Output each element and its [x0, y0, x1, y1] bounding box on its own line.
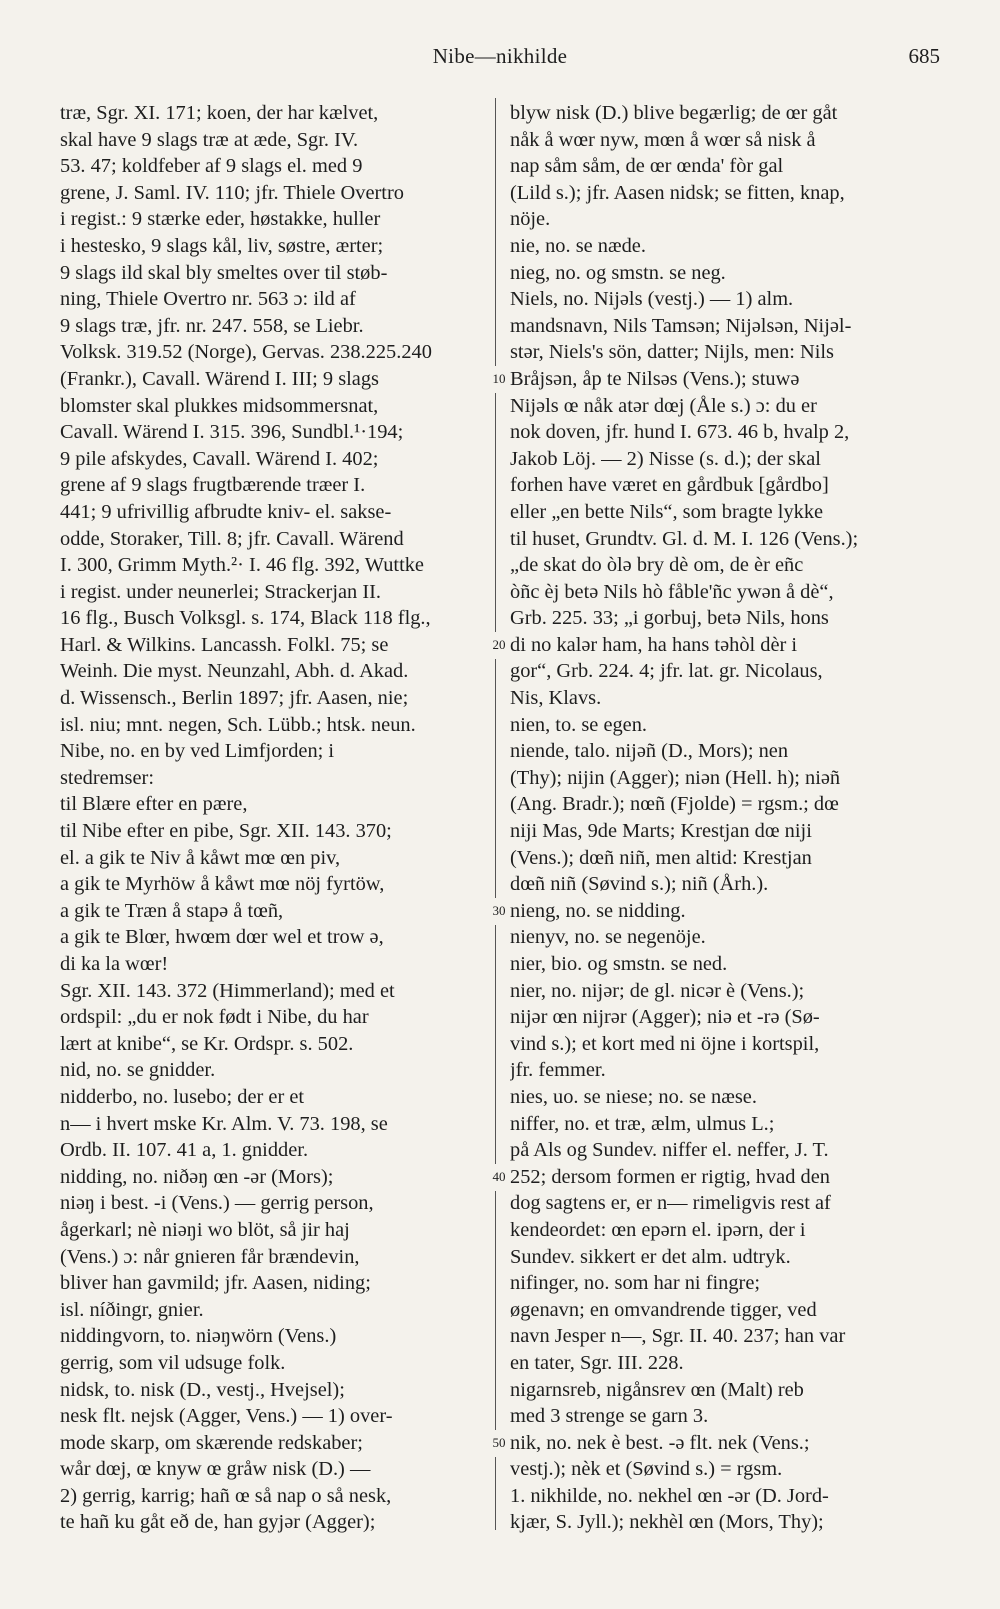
text-line: nidding, no. niðəŋ œn -ər (Mors); [60, 1165, 334, 1188]
text-line: gerrig, som vil udsuge folk. [60, 1351, 286, 1374]
text-line: 252; dersom formen er rigtig, hvad den [510, 1165, 830, 1188]
text-line: eller „en bette Nils“, som bragte lykke [510, 500, 824, 523]
text-line: Bråjsən, åp te Nilsəs (Vens.); stuwə [510, 367, 800, 390]
text-line: nijər œn nijrər (Agger); niə et -rə (Sø- [510, 1006, 820, 1029]
text-line: 441; 9 ufrivillig afbrudte kniv- el. sakse- [60, 500, 392, 523]
text-line: nid, no. se gnidder. [60, 1059, 216, 1082]
text-line: Jakob Löj. — 2) Nisse (s. d.); der skal [510, 447, 821, 470]
text-line: stər, Niels's sön, datter; Nijls, men: Nils [510, 341, 834, 364]
text-line: nie, no. se næde. [510, 234, 646, 257]
text-line: forhen have været en gårdbuk [gårdbo] [510, 474, 829, 497]
text-line: mode skarp, om skærende redskaber; [60, 1431, 363, 1454]
line-number-50: 50 [488, 1430, 510, 1457]
text-line: Nis, Klavs. [510, 687, 602, 710]
text-line: på Als og Sundev. niffer el. neffer, J. T. [510, 1139, 829, 1162]
text-line: Nibe, no. en by ved Limfjorden; i [60, 740, 335, 763]
text-line: Ordb. II. 107. 41 a, 1. gnidder. [60, 1139, 309, 1162]
text-line: grene, J. Saml. IV. 110; jfr. Thiele Overtro [60, 181, 404, 204]
text-line: lært at knibe“, se Kr. Ordspr. s. 502. [60, 1032, 354, 1055]
line-number-30: 30 [488, 898, 510, 925]
text-line: nier, bio. og smstn. se ned. [510, 953, 728, 975]
text-line: òñc èj betə Nils hò fåble'ñc ywən å dè“, [510, 580, 834, 603]
text-line: øgenavn; en omvandrende tigger, ved [510, 1298, 817, 1321]
text-line: dœñ niñ (Søvind s.); niñ (Årh.). [510, 873, 769, 896]
text-line: niji Mas, 9de Marts; Krestjan dœ niji [510, 820, 812, 843]
text-line: nok doven, jfr. hund I. 673. 46 b, hvalp 2, [510, 421, 850, 444]
text-line: d. Wissensch., Berlin 1897; jfr. Aasen, nie; [60, 687, 409, 710]
text-line: Sgr. XII. 143. 372 (Himmerland); med et [60, 979, 395, 1002]
text-line: gor“, Grb. 224. 4; jfr. lat. gr. Nicolaus, [510, 660, 823, 683]
text-line: I. 300, Grimm Myth.²· I. 46 flg. 392, Wuttke [60, 554, 424, 577]
text-line: nieng, no. se nidding. [510, 899, 686, 922]
column-divider [495, 98, 496, 1530]
text-line: niende, talo. nijəñ (D., Mors); nen [510, 740, 789, 763]
page-number: 685 [908, 44, 940, 68]
text-line: te hañ ku gåt eð de, han gyjər (Agger); [60, 1511, 376, 1534]
text-line: navn Jesper n—, Sgr. II. 40. 237; han var [510, 1325, 846, 1348]
text-line: isl. niu; mnt. negen, Sch. Lübb.; htsk. neun. [60, 713, 416, 736]
text-line: Sundev. sikkert er det alm. udtryk. [510, 1245, 791, 1268]
text-line: ågerkarl; nè niəŋi wo blöt, så jir haj [60, 1218, 350, 1241]
text-line: i regist.: 9 stærke eder, høstakke, huller [60, 208, 381, 231]
text-line: nien, to. se egen. [510, 713, 648, 736]
text-line: 9 slags træ, jfr. nr. 247. 558, se Liebr. [60, 314, 364, 337]
text-line: Harl. & Wilkins. Lancassh. Folkl. 75; se [60, 633, 389, 656]
text-line: grene af 9 slags frugtbærende træer I. [60, 474, 366, 497]
text-line: til Blære efter en pære, [60, 793, 248, 816]
text-line: niffer, no. et træ, ælm, ulmus L.; [510, 1112, 775, 1135]
text-line: kendeordet: œn epərn el. ipərn, der i [510, 1218, 806, 1241]
text-line: el. a gik te Niv å kåwt mœ œn piv, [60, 846, 341, 869]
text-line: nik, no. nek è best. -ə flt. nek (Vens.; [510, 1431, 810, 1454]
text-line: (Frankr.), Cavall. Wärend I. III; 9 slags [60, 367, 379, 390]
text-line: (Lild s.); jfr. Aasen nidsk; se fitten, knap, [510, 181, 845, 204]
text-line: vestj.); nèk et (Søvind s.) = rgsm. [510, 1458, 783, 1481]
text-line: niəŋ i best. -i (Vens.) — gerrig person, [60, 1192, 374, 1215]
text-line: nöje. [510, 208, 551, 231]
text-line: bliver han gavmild; jfr. Aasen, niding; [60, 1272, 371, 1295]
text-line: ning, Thiele Overtro nr. 563 ɔ: ild af [60, 288, 356, 311]
text-line: 9 pile afskydes, Cavall. Wärend I. 402; [60, 447, 379, 470]
text-line: 9 slags ild skal bly smeltes over til støb- [60, 261, 388, 284]
text-line: (Ang. Bradr.); nœñ (Fjolde) = rgsm.; dœ [510, 793, 839, 816]
text-line: dog sagtens er, er n— rimeligvis rest af [510, 1192, 831, 1215]
text-line: nigarnsreb, nigånsrev œn (Malt) reb [510, 1378, 804, 1401]
text-line: i regist. under neunerlei; Strackerjan II. [60, 580, 382, 603]
text-line: di ka la wœr! [60, 953, 169, 975]
text-line: Volksk. 319.52 (Norge), Gervas. 238.225.240 [60, 341, 432, 364]
text-line: nier, no. nijər; de gl. nicər è (Vens.); [510, 979, 805, 1002]
text-line: skal have 9 slags træ at æde, Sgr. IV. [60, 128, 359, 151]
text-line: mandsnavn, Nils Tamsən; Nijəlsən, Nijəl- [510, 314, 852, 337]
text-line: di no kalər ham, ha hans təhòl dèr i [510, 633, 798, 656]
right-column [510, 100, 942, 1536]
left-column [60, 100, 482, 1536]
text-line: til huset, Grundtv. Gl. d. M. I. 126 (Vens.); [510, 527, 859, 550]
text-line: a gik te Træn å stapə å tœñ, [60, 899, 284, 922]
text-line: Cavall. Wärend I. 315. 396, Sundbl.¹·194; [60, 421, 404, 444]
text-line: (Thy); nijin (Agger); niən (Hell. h); niəñ [510, 766, 841, 789]
text-line: Grb. 225. 33; „i gorbuj, betə Nils, hons [510, 607, 829, 630]
text-line: nesk flt. nejsk (Agger, Vens.) — 1) over- [60, 1405, 393, 1428]
text-line: 1. nikhilde, no. nekhel œn -ər (D. Jord- [510, 1484, 829, 1507]
text-line: nap såm såm, de œr œnda' fòr gal [510, 155, 784, 178]
text-line: nåk å wœr nyw, mœn å wœr så nisk å [510, 128, 816, 151]
text-line: kjær, S. Jyll.); nekhèl œn (Mors, Thy); [510, 1511, 824, 1534]
text-line: til Nibe efter en pibe, Sgr. XII. 143. 370; [60, 820, 392, 843]
text-line: ordspil: „du er nok født i Nibe, du har [60, 1006, 369, 1029]
text-line: nifinger, no. som har ni fingre; [510, 1272, 761, 1295]
text-line: jfr. femmer. [510, 1059, 606, 1082]
text-line: Niels, no. Nijəls (vestj.) — 1) alm. [510, 288, 794, 311]
text-line: i hestesko, 9 slags kål, liv, søstre, ærter; [60, 234, 384, 257]
text-line: Nijəls œ nåk atər dœj (Åle s.) ɔ: du er [510, 394, 817, 417]
text-line: odde, Storaker, Till. 8; jfr. Cavall. Wärend [60, 527, 404, 550]
text-line: isl. níðingr, gnier. [60, 1298, 204, 1321]
line-number-40: 40 [488, 1164, 510, 1191]
running-header-title: Nibe—nikhilde [432, 44, 568, 68]
text-line: blyw nisk (D.) blive begærlig; de œr gåt [510, 102, 838, 124]
text-line: en tater, Sgr. III. 228. [510, 1351, 684, 1374]
text-line: niddingvorn, to. niəŋwörn (Vens.) [60, 1325, 337, 1348]
text-line: a gik te Myrhöw å kåwt mœ nöj fyrtöw, [60, 873, 385, 896]
text-line: nienyv, no. se negenöje. [510, 926, 706, 949]
text-line: med 3 strenge se garn 3. [510, 1405, 709, 1428]
text-line: nidsk, to. nisk (D., vestj., Hvejsel); [60, 1378, 345, 1401]
text-line: n— i hvert mske Kr. Alm. V. 73. 198, se [60, 1112, 388, 1135]
text-line: vind s.); et kort med ni öjne i kortspil, [510, 1032, 820, 1055]
text-line: træ, Sgr. XI. 171; koen, der har kælvet, [60, 102, 379, 124]
text-line: „de skat do òlə bry dè om, de èr eñc [510, 554, 804, 577]
text-line: 53. 47; koldfeber af 9 slags el. med 9 [60, 155, 363, 178]
text-line: 2) gerrig, karrig; hañ œ så nap o så nesk, [60, 1484, 392, 1507]
text-line: nidderbo, no. lusebo; der er et [60, 1085, 305, 1108]
text-line: blomster skal plukkes midsommersnat, [60, 394, 379, 417]
text-line: 16 flg., Busch Volksgl. s. 174, Black 118 flg., [60, 607, 431, 630]
line-number-20: 20 [488, 632, 510, 659]
text-line: nies, uo. se niese; no. se næse. [510, 1085, 757, 1108]
line-number-10: 10 [488, 366, 510, 393]
text-line: wår dœj, œ knyw œ gråw nisk (D.) — [60, 1458, 371, 1481]
text-line: (Vens.); dœñ niñ, men altid: Krestjan [510, 846, 812, 869]
text-line: a gik te Blœr, hwœm dœr wel et trow ə, [60, 926, 384, 949]
text-line: stedremser: [60, 766, 154, 789]
text-line: Weinh. Die myst. Neunzahl, Abh. d. Akad. [60, 660, 409, 683]
text-line: nieg, no. og smstn. se neg. [510, 261, 726, 284]
text-line: (Vens.) ɔ: når gnieren får brændevin, [60, 1245, 360, 1268]
